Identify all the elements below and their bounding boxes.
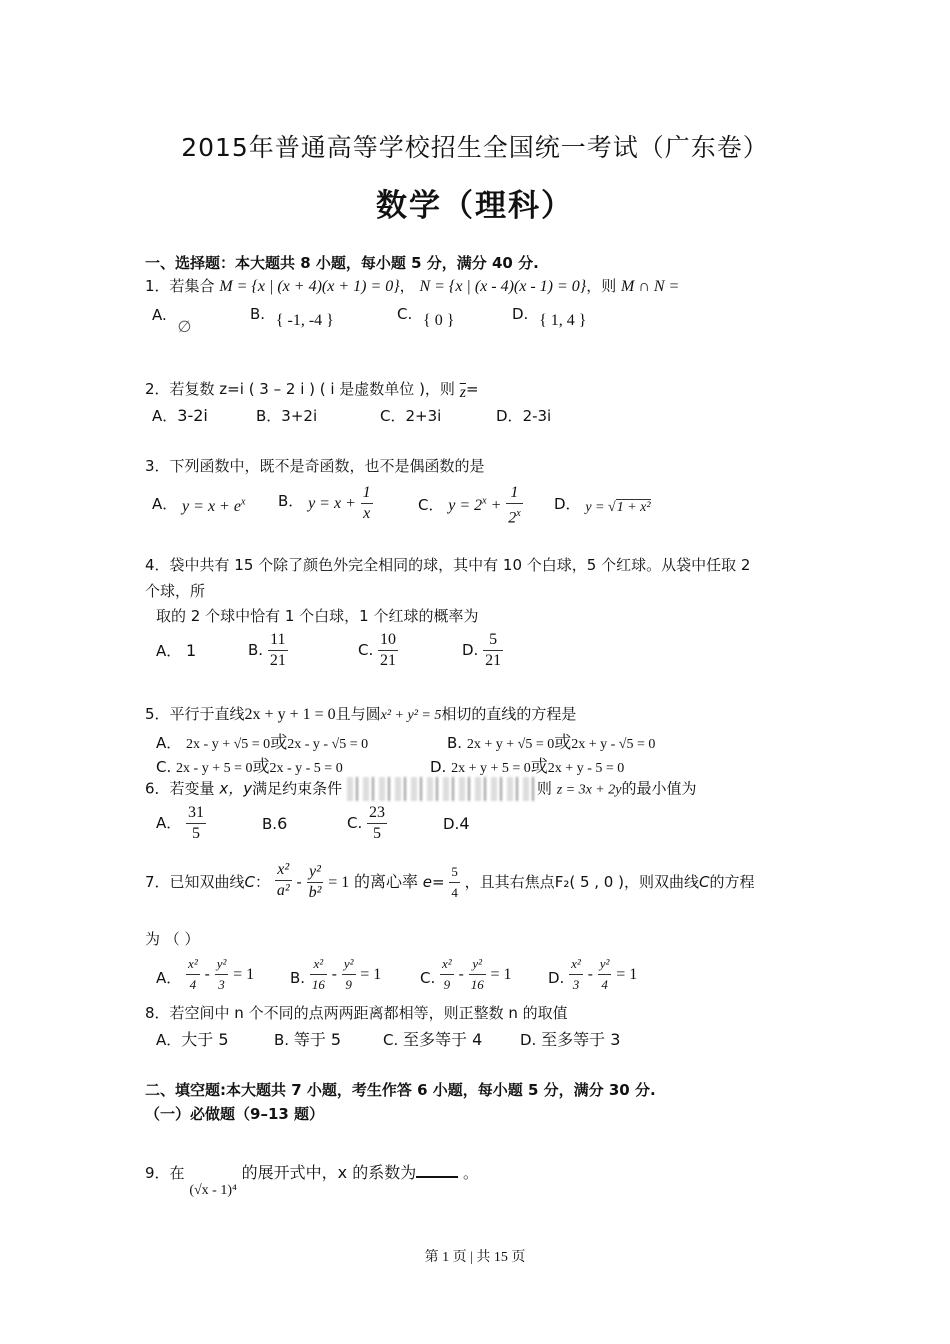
option-label: A．	[156, 642, 182, 660]
minus-sign: -	[587, 965, 593, 983]
option-label: A．	[156, 814, 182, 832]
option-label: D.	[462, 641, 479, 659]
q3-option-d: D． y = √1 + x²	[554, 495, 651, 515]
option-label: D.	[430, 758, 447, 776]
question-7-suffix: ，则双曲线	[623, 873, 699, 891]
binomial-expr: (√x - 1)⁴	[189, 1183, 237, 1198]
option-value: y =	[585, 500, 605, 515]
q1-then: ，则	[586, 277, 617, 295]
fraction-numerator: 5	[449, 862, 460, 883]
exponent: x	[240, 496, 246, 508]
option-value: 等于 5	[293, 1030, 342, 1049]
equals-one: = 1	[490, 966, 512, 983]
q8-option-c	[383, 1027, 482, 1050]
question-6	[145, 777, 696, 801]
option-label: A．	[156, 1031, 182, 1049]
fraction-denominator: 9	[345, 977, 352, 992]
q1-option-a	[152, 305, 192, 336]
question-4-line-1: 4．袋中共有 15 个除了颜色外完全相同的球，其中有 10 个白球，5 个红球。从袋中任取 2	[145, 556, 751, 574]
option-label: D．	[496, 407, 523, 425]
option-label: B．	[278, 492, 304, 510]
option-value: y = x + e	[182, 498, 241, 515]
fraction-denominator: 3	[572, 977, 580, 992]
option-value: 3+2i	[281, 407, 318, 425]
q1-option-c	[397, 305, 455, 329]
q3-option-b	[278, 483, 373, 524]
fraction-denominator: a²	[276, 882, 290, 899]
option-value: y = x +	[308, 495, 356, 512]
q5-option-c	[156, 752, 343, 777]
fraction-denominator: 9	[443, 977, 451, 992]
curve-name: C	[698, 873, 710, 891]
option-label: B.	[290, 969, 306, 987]
fraction-denominator: 5	[192, 825, 201, 842]
question-7-ending: 的方程	[709, 873, 755, 891]
q1-separator: ，	[399, 277, 415, 295]
question-7-line-2: 为 （ ）	[145, 930, 200, 948]
question-7-prefix: 7．已知双曲线	[145, 873, 245, 891]
fraction-denominator: 2	[508, 509, 517, 527]
option-label: C．	[418, 496, 444, 515]
intersection-expr: M ∩ N =	[620, 278, 680, 295]
set-m: M = {x | (x + 4)(x + 1) = 0}	[219, 278, 400, 295]
q6-option-c	[347, 803, 387, 844]
question-4-line-2: 个球，所	[145, 582, 206, 600]
question-7	[145, 862, 754, 903]
q6-option-a	[156, 803, 206, 844]
option-label: C.	[358, 641, 374, 659]
option-label: C.	[347, 814, 363, 832]
equals-one: = 1	[328, 874, 350, 891]
fraction-denominator: 16	[311, 977, 325, 992]
focus-point: F₂( 5 , 0 )	[554, 873, 624, 891]
option-value-1: 2x + y + 5 = 0	[451, 761, 531, 776]
option-label: D.	[520, 1031, 537, 1049]
section-subheading: （一）必做题（9–13 题）	[145, 1105, 325, 1123]
option-label: B.	[447, 734, 463, 752]
q7-option-b	[290, 954, 381, 995]
fraction-numerator: 1	[506, 483, 522, 504]
option-value-2: 2x + y - 5 = 0	[547, 761, 625, 776]
fraction-numerator: 1	[361, 483, 373, 504]
fraction-denominator: 5	[373, 825, 382, 842]
option-value: 2+3i	[405, 407, 442, 425]
option-value: 6	[277, 814, 288, 833]
fraction-numerator: y²	[469, 954, 486, 975]
option-value: 3-2i	[177, 406, 208, 425]
option-label: C.	[397, 305, 413, 323]
or-word: 或	[270, 733, 288, 753]
fraction-numerator: x²	[569, 954, 583, 975]
q8-option-d	[520, 1027, 620, 1050]
option-value: 2-3i	[522, 407, 552, 425]
fraction-numerator: y²	[598, 954, 612, 975]
equals-one: = 1	[616, 966, 638, 983]
option-value: 大于 5	[181, 1030, 229, 1049]
q1-option-d	[512, 305, 587, 329]
q7-option-d	[548, 954, 637, 995]
option-label: C.	[420, 969, 436, 987]
question-5-suffix: 相切的直线的方程是	[441, 705, 577, 723]
fraction-numerator: 23	[367, 803, 387, 824]
plus-sign: +	[486, 497, 502, 515]
question-1-number: 1．若集合	[145, 277, 215, 295]
option-label: B．	[256, 407, 282, 425]
minus-sign: -	[204, 965, 210, 983]
option-value: 1	[186, 641, 197, 660]
option-label: B.	[262, 815, 278, 833]
z-conjugate: $\overline{z}$	[459, 384, 466, 401]
q4-option-a	[156, 640, 196, 661]
option-value: { -1, -4 }	[275, 312, 334, 329]
line-equation: 2x + y + 1 = 0	[244, 706, 336, 723]
option-value: 至多等于 3	[541, 1030, 621, 1049]
option-label: B.	[248, 641, 264, 659]
minus-sign: -	[458, 965, 464, 983]
question-3: 3．下列函数中，既不是奇函数，也不是偶函数的是	[145, 457, 485, 475]
fraction-denominator: 21	[380, 652, 397, 669]
q2-option-a	[152, 405, 208, 426]
question-9	[145, 1160, 479, 1198]
constraint-system-image	[347, 777, 537, 801]
exponent: x	[482, 495, 487, 507]
set-n: N = {x | (x - 4)(x - 1) = 0}	[419, 278, 587, 295]
question-6-prefix: 6．若变量	[145, 779, 215, 798]
option-value: ∅	[177, 319, 192, 336]
option-label: D.	[512, 305, 529, 323]
section-heading-2: 二、填空题:本大题共 7 小题，考生作答 6 小题，每小题 5 分，满分 30 分.	[145, 1081, 656, 1099]
fraction-numerator: 31	[186, 803, 206, 824]
q3-option-c: C． $y = 2^x$ + $\frac{1}{2^x}$	[418, 484, 521, 527]
question-8: 8．若空间中 n 个不同的点两两距离都相等，则正整数 n 的取值	[145, 1004, 568, 1022]
q5-option-b	[447, 728, 655, 753]
option-value: { 0 }	[423, 312, 455, 329]
option-value: 至多等于 4	[403, 1030, 483, 1049]
option-value: { 1, 4 }	[539, 312, 587, 329]
equals-sign: =	[432, 873, 445, 891]
question-6-suffix: 的最小值为	[621, 779, 697, 798]
q8-option-a	[156, 1027, 229, 1050]
minus-sign: -	[331, 965, 338, 983]
q6-option-b	[262, 814, 287, 833]
q6-option-d	[443, 814, 470, 833]
option-label: D.	[548, 969, 565, 987]
q3-option-a	[152, 493, 245, 514]
fraction-denominator: 16	[470, 977, 484, 992]
q2-option-d	[496, 405, 551, 426]
variables: x，y	[219, 779, 253, 798]
fraction-numerator: 10	[378, 630, 398, 651]
circle-equation: x² + y² = 5	[380, 708, 442, 723]
equals-sign: =	[465, 380, 479, 398]
question-9-end: 。	[463, 1164, 479, 1182]
fraction-numerator: x²	[275, 860, 292, 881]
fraction-numerator: x²	[310, 954, 327, 975]
equals-one: = 1	[360, 966, 382, 983]
answer-blank[interactable]	[416, 1162, 458, 1178]
page-footer: 第 1 页 | 共 15 页	[424, 1250, 526, 1265]
option-value-2: 2x - y - 5 = 0	[269, 761, 343, 776]
option-value-2: 2x + y - √5 = 0	[571, 737, 656, 752]
question-2	[145, 378, 479, 399]
fraction-numerator: y²	[342, 954, 356, 975]
fraction-numerator: y²	[307, 862, 324, 883]
option-label: A．	[152, 407, 178, 425]
colon: ：	[255, 873, 271, 891]
q4-option-d	[462, 630, 503, 671]
fraction-denominator: 4	[601, 977, 608, 992]
fraction-denominator: 4	[451, 885, 458, 900]
section-heading-1: 一、选择题：本大题共 8 小题，每小题 5 分，满分 40 分.	[145, 254, 539, 272]
option-value-2: 2x - y - √5 = 0	[287, 737, 369, 752]
fraction-denominator: 4	[189, 977, 197, 992]
objective-expr: z = 3x + 2y	[556, 782, 622, 798]
option-label: A．	[152, 495, 178, 513]
fraction-denominator: b²	[308, 884, 322, 901]
radicand: 1 + x²	[616, 500, 651, 515]
option-label: A．	[156, 969, 182, 987]
option-value: 4	[459, 814, 470, 833]
option-label: D．	[554, 495, 581, 513]
fraction-numerator: x²	[440, 954, 454, 975]
q2-option-c	[380, 405, 441, 426]
q5-option-d	[430, 752, 624, 777]
option-value-1: 2x + y + √5 = 0	[466, 737, 555, 752]
q2-option-b	[256, 405, 317, 426]
q4-option-b	[248, 630, 288, 671]
or-word: 或	[530, 757, 548, 777]
document-title: 2015年普通高等学校招生全国统一考试（广东卷）	[181, 133, 769, 162]
question-4-line-3: 取的 2 个球中恰有 1 个白球，1 个红球的概率为	[156, 607, 479, 625]
fraction-numerator: 5	[483, 630, 503, 651]
option-value: y = 2	[448, 497, 483, 515]
option-label: A.	[152, 306, 167, 324]
option-label: C．	[380, 407, 406, 425]
fraction-numerator: y²	[215, 954, 229, 975]
option-value-1: 2x - y + √5 = 0	[186, 737, 271, 752]
option-value-1: 2x - y + 5 = 0	[176, 761, 253, 776]
q7-option-a	[156, 954, 254, 995]
q1-option-b	[250, 305, 334, 329]
question-6-then: 则	[536, 779, 552, 798]
option-label: C.	[383, 1031, 399, 1049]
fraction-numerator: x²	[186, 954, 200, 975]
question-5-prefix: 5．平行于直线	[145, 705, 245, 723]
or-word: 或	[252, 757, 270, 777]
question-9-prefix: 9．在	[145, 1164, 185, 1182]
option-label: B.	[274, 1031, 290, 1049]
question-5-middle: 且与圆	[335, 705, 381, 723]
fraction-denominator: x	[363, 505, 371, 522]
equals-one: = 1	[233, 966, 255, 983]
fraction-denominator: 3	[218, 977, 225, 992]
q8-option-b	[274, 1027, 341, 1050]
eccentricity-symbol: e	[422, 873, 433, 891]
minus-sign: -	[296, 873, 302, 891]
eccentricity-label: 的离心率	[354, 872, 419, 891]
curve-name: C	[244, 873, 256, 891]
option-label: D.	[443, 815, 460, 833]
fraction-denominator: 21	[485, 652, 502, 669]
q7-option-c	[420, 954, 512, 995]
focus-label: ，且其右焦点	[464, 873, 555, 891]
question-9-text: 的展开式中，x 的系数为	[241, 1163, 417, 1182]
option-label: B.	[250, 305, 266, 323]
q5-option-a	[156, 728, 368, 753]
question-1	[145, 275, 679, 296]
question-6-middle: 满足约束条件	[252, 779, 343, 798]
question-5	[145, 703, 576, 724]
fraction-denominator: 21	[269, 652, 286, 669]
q4-option-c	[358, 630, 398, 671]
option-label: C.	[156, 758, 172, 776]
option-label: A．	[156, 734, 182, 752]
fraction-numerator: 11	[268, 630, 288, 651]
document-subtitle: 数学（理科）	[376, 188, 574, 224]
or-word: 或	[554, 733, 572, 753]
question-2-text: 2．若复数 z=i ( 3 – 2 i ) ( i 是虚数单位 )，则	[145, 380, 455, 398]
